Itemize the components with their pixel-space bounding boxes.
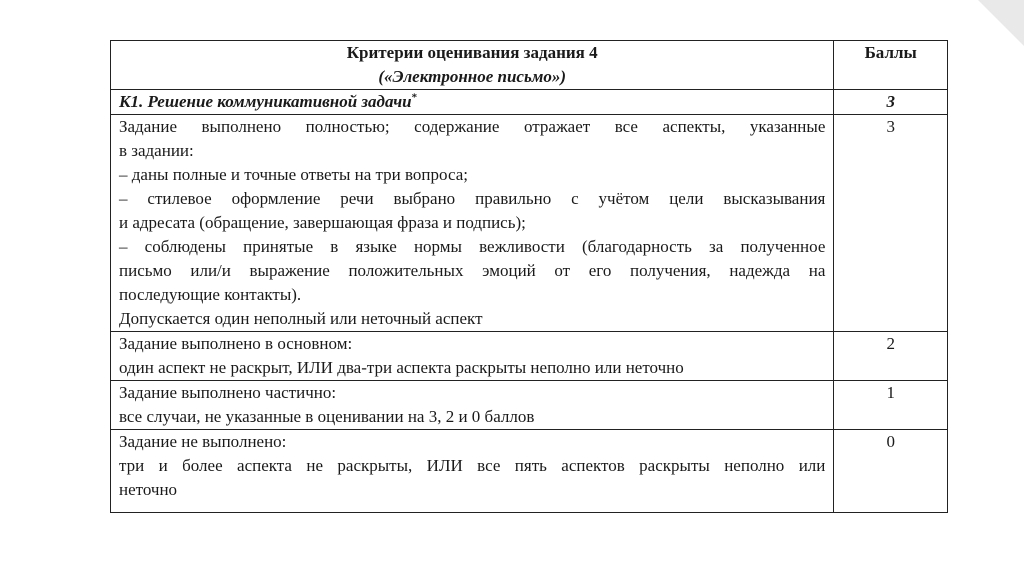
score-value-1: 1 xyxy=(834,381,948,430)
footnote-mark: * xyxy=(411,91,418,104)
score-1-description xyxy=(111,381,834,430)
score-0-description xyxy=(111,430,834,513)
criterion-k1-title: К1. Решение коммуникативной задачи xyxy=(119,92,412,111)
description-line: Задание не выполнено: xyxy=(119,432,287,451)
description-line: Задание выполнено полностью; содержание отражает все аспекты, указанные xyxy=(119,117,826,136)
score-2-description xyxy=(111,332,834,381)
table-title-cell xyxy=(111,41,834,90)
description-line: в задании: xyxy=(119,141,194,160)
table-subtitle: («Электронное письмо») xyxy=(378,67,567,86)
score-value-2: 2 xyxy=(834,332,948,381)
score-value-3: 3 xyxy=(834,115,948,332)
description-line: последующие контакты). xyxy=(119,285,302,304)
score-value-0: 0 xyxy=(834,430,948,513)
criterion-k1-row xyxy=(111,90,948,115)
page-corner-fold xyxy=(978,0,1024,46)
description-line: – даны полные и точные ответы на три вопроса; xyxy=(119,165,468,184)
score-column-header: Баллы xyxy=(834,41,948,90)
criterion-k1-max-score: 3 xyxy=(834,90,948,115)
description-line: все случаи, не указанные в оценивании на 3, 2 и 0 баллов xyxy=(119,407,535,426)
score-3-description xyxy=(111,115,834,332)
description-line: Задание выполнено частично: xyxy=(119,383,337,402)
score-row-0 xyxy=(111,430,948,513)
description-line: Допускается один неполный или неточный аспект xyxy=(119,309,483,328)
description-line: – стилевое оформление речи выбрано правильно с учётом цели высказывания xyxy=(119,189,826,208)
description-line: неточно xyxy=(119,480,178,499)
description-line: три и более аспекта не раскрыты, ИЛИ все пять аспектов раскрыты неполно или xyxy=(119,456,826,475)
criteria-table xyxy=(110,40,948,513)
table-title: Критерии оценивания задания 4 xyxy=(346,43,598,62)
table-header-row xyxy=(111,41,948,90)
description-line: и адресата (обращение, завершающая фраза и подпись); xyxy=(119,213,526,232)
description-line: один аспект не раскрыт, ИЛИ два-три аспекта раскрыты неполно или неточно xyxy=(119,358,684,377)
description-line: письмо или/и выражение положительных эмоций от его получения, надежда на xyxy=(119,261,826,280)
score-row-1 xyxy=(111,381,948,430)
score-row-3 xyxy=(111,115,948,332)
score-row-2 xyxy=(111,332,948,381)
description-line: – соблюдены принятые в языке нормы вежливости (благодарность за полученное xyxy=(119,237,826,256)
description-line: Задание выполнено в основном: xyxy=(119,334,353,353)
criterion-k1-title-cell xyxy=(111,90,834,115)
